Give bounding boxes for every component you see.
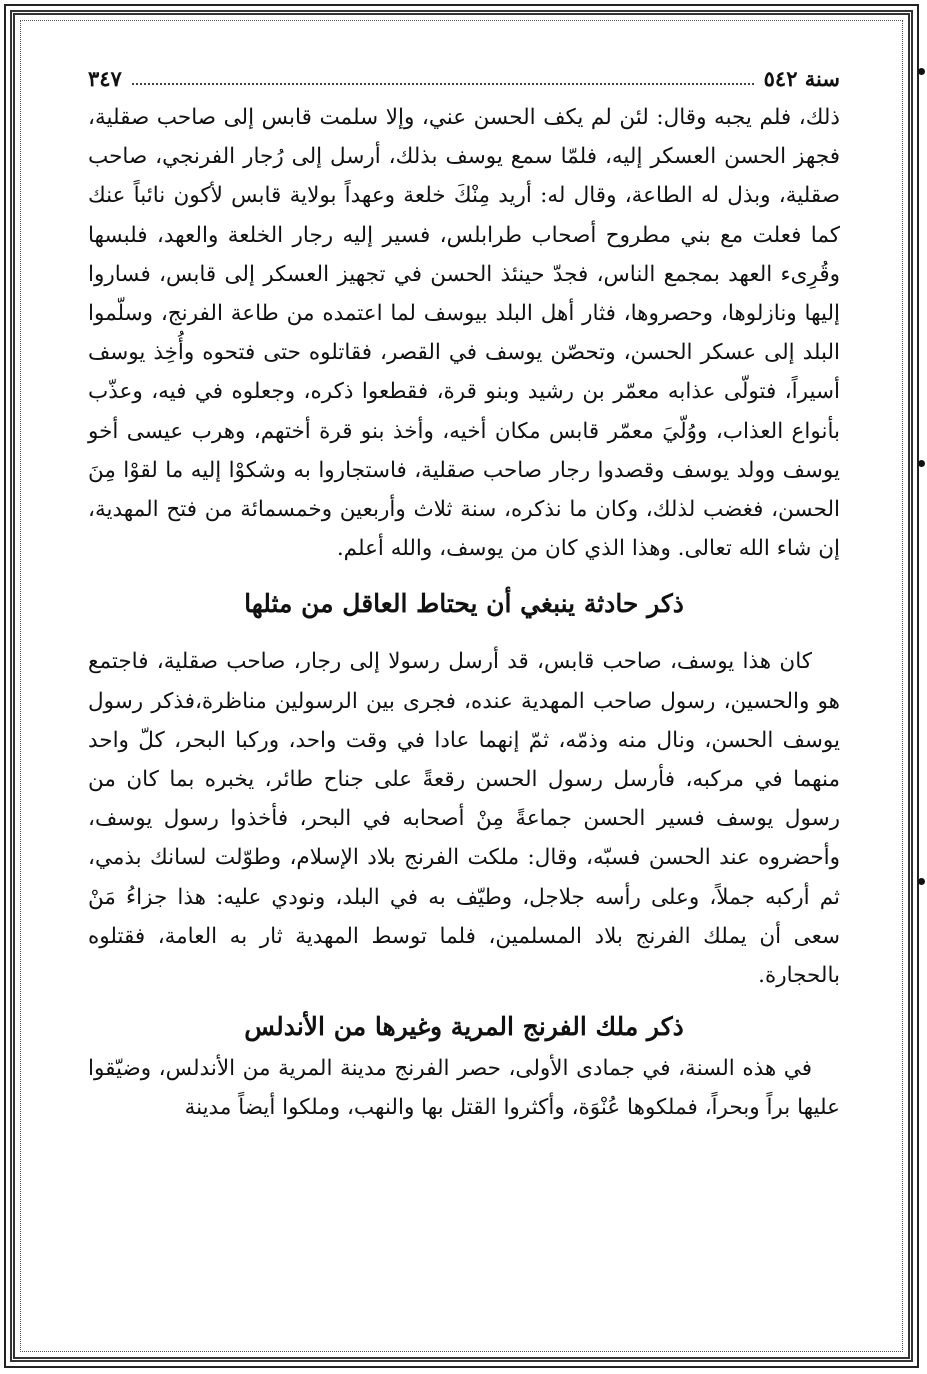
margin-dot (918, 878, 925, 885)
year-label: سنة ٥٤٢ (763, 65, 840, 91)
margin-dot (918, 460, 925, 467)
page-content (88, 58, 840, 1128)
header-dotted-leader (132, 71, 754, 85)
page-number: ٣٤٧ (88, 65, 122, 91)
body-paragraph: ذلك، فلم يجبه وقال: لئن لم يكف الحسن عني، وإلا سلمت قابس إلى صاحب صقلية، فجهز الحسن العسكر إليه، فلمّا سمع يوسف بذلك، أرسل إلى رُجار الفرنجي، صاحب صقلية، وبذل له الطاعة، وقال له: أريد مِنْكَ خلعة وعهداً بولاية قابس لأكون نائباً عنك كما فعلت مع بني مطروح أصحاب طرابلس، فسير إليه رجار الخلعة والعهد، فلبسها وقُرِىء العهد بمجمع الناس، فجدّ حينئذ الحسن في تجهيز العسكر إلى قابس، فساروا إليها ونازلوها، وحصروها، فثار أهل البلد بيوسف لما اعتمده من طاعة الفرنج، وسلّموا البلد إلى عسكر الحسن، وتحصّن يوسف في القصر، فقاتلوه حتى فتحوه وأُخِذ يوسف أسيراً، فتولّى عذابه معمّر بن رشيد وبنو قرة، فقطعوا ذكره، وجعلوه في فيه، وعذّب بأنواع العذاب، ووُلّيَ معمّر قابس مكان أخيه، وأخذ بنو قرة أختهم، وهرب عيسى أخو يوسف وولد يوسف وقصدوا رجار صاحب صقلية، فاستجاروا به وشكوْا إليه ما لقوْا مِنَ الحسن، فغضب لذلك، وكان ما نذكره، سنة ثلاث وأربعين وخمسمائة من فتح المهدية، إن شاء الله تعالى. وهذا الذي كان من يوسف، والله أعلم. (88, 105, 840, 562)
section-heading: ذكر ملك الفرنج المرية وغيرها من الأندلس (244, 1012, 684, 1042)
running-header (88, 58, 840, 98)
margin-dot (918, 68, 925, 75)
section-paragraph: كان هذا يوسف، صاحب قابس، قد أرسل رسولا إلى رجار، صاحب صقلية، فاجتمع هو والحسين، رسول صاحب المهدية عنده، فجرى بين الرسولين مناظرة،فذكر رسول يوسف الحسن، ونال منه وذمّه، ثمّ إنهما عادا في وقت واحد، وركبا البحر، كلّ واحد منهما في مركبه، فأرسل رسول الحسن رقعةً على جناح طائر، يخبره بما كان من رسول يوسف فسير الحسن جماعةً مِنْ أصحابه في البحر، فأخذوا رسول يوسف، وأحضروه عند الحسن فسبّه، وقال: ملكت الفرنج بلاد الإسلام، وطوّلت لسانك بذمي، ثم أركبه جملاً، وعلى رأسه جلاجل، وطيّف به في البلد، ونودي عليه: هذا جزاءُ مَنْ سعى أن يملك الفرنج بلاد المسلمين، فلما توسط المهدية ثار به العامة، فقتلوه بالحجارة. (88, 649, 840, 989)
section-heading: ذكر حادثة ينبغي أن يحتاط العاقل من مثلها (244, 589, 684, 619)
section-paragraph: في هذه السنة، في جمادى الأولى، حصر الفرنج مدينة المرية من الأندلس، وضيّقوا عليها براً وبحراً، فملكوها عُنْوَة، وأكثروا القتل بها والنهب، وملكوا أيضاً مدينة (88, 1056, 840, 1121)
